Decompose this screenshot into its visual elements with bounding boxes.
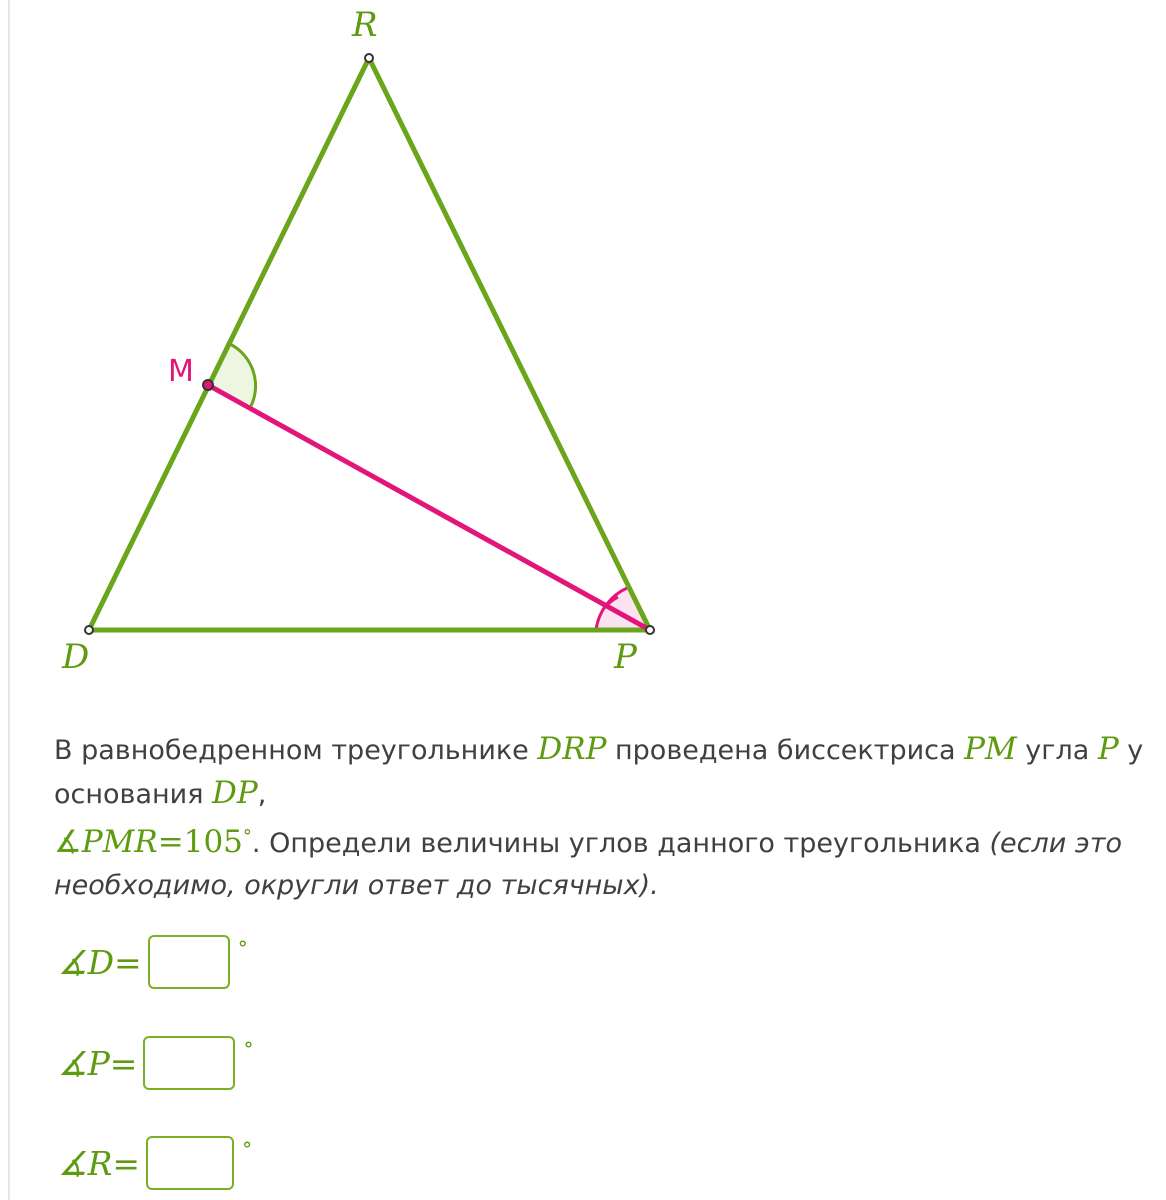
label-r: R: [352, 5, 378, 45]
answer-label-p: ∡P=: [58, 1043, 138, 1083]
bisector-name: PM: [964, 731, 1017, 767]
problem-text-4: у основания: [54, 735, 1144, 810]
rounding-hint: (если это необходимо, округли ответ до тысячных).: [54, 828, 1122, 901]
label-d: D: [62, 637, 90, 677]
answer-row-d: [58, 932, 248, 992]
bisector-pm: [208, 385, 650, 630]
point-d: [85, 626, 93, 634]
degree-sign-p: °: [243, 1037, 254, 1061]
answer-input-d[interactable]: [148, 935, 230, 989]
point-m: [203, 380, 213, 390]
problem-text-5: ,: [257, 779, 267, 810]
triangle-name: DRP: [537, 731, 607, 767]
given-angle-value: =105: [157, 824, 243, 860]
problem-text-6: . Определи величины углов данного треугольника: [251, 828, 990, 859]
answer-input-r[interactable]: [146, 1136, 234, 1190]
angle-symbol: ∡: [54, 824, 82, 860]
given-angle-name: PMR: [81, 824, 158, 860]
answer-input-p[interactable]: [143, 1036, 235, 1090]
answer-label-d: ∡D=: [58, 942, 142, 982]
answer-row-r: [58, 1133, 252, 1193]
side-dr: [89, 58, 369, 630]
point-r: [365, 54, 373, 62]
answer-row-p: [58, 1033, 253, 1093]
label-m: M: [168, 354, 194, 389]
problem-text-1: В равнобедренном треугольнике: [54, 735, 538, 766]
degree-sign-r: °: [242, 1137, 253, 1161]
given-angle-degree: °: [242, 826, 252, 847]
problem-statement: [54, 728, 1154, 907]
answer-label-r: ∡R=: [58, 1143, 141, 1183]
angle-vertex-name: P: [1097, 731, 1119, 767]
side-rp: [369, 58, 650, 630]
label-p: P: [614, 637, 637, 677]
problem-text-2: проведена биссектриса: [606, 735, 965, 766]
base-name: DP: [212, 775, 258, 811]
point-p: [646, 626, 654, 634]
problem-text-3: угла: [1016, 735, 1098, 766]
degree-sign-d: °: [237, 936, 248, 960]
